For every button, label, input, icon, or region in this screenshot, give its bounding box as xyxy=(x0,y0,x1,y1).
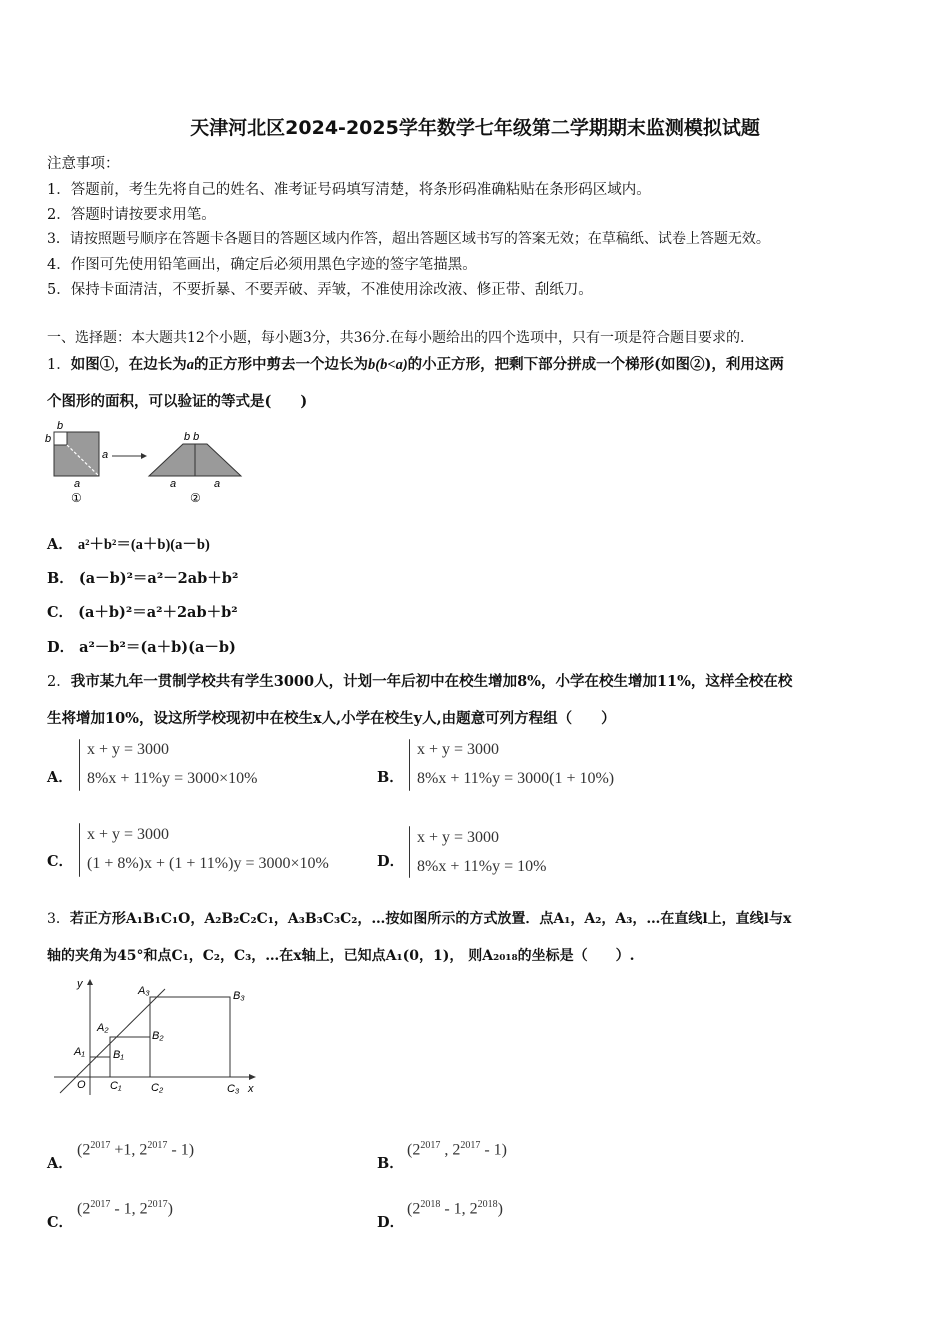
question-2-line1: 2．我市某九年一贯制学校共有学生3000人，计划一年后初中在校生增加8%，小学在校生增加11%，这样全校在校 xyxy=(47,673,793,690)
option-a[interactable]: A． a²＋b²＝(a＋b)(a－b) xyxy=(47,536,210,553)
point-label: B₃ xyxy=(233,990,245,1002)
brace xyxy=(409,826,410,878)
label-a: a xyxy=(74,478,81,490)
option-a[interactable]: A． xyxy=(47,769,73,786)
point-label: A₃ xyxy=(138,985,150,997)
brace xyxy=(79,739,80,791)
label-a: a xyxy=(214,478,221,490)
point-label: A₂ xyxy=(97,1022,109,1034)
point-label: B₁ xyxy=(113,1049,124,1061)
option-c-value: ($2^{2017} - 1$, $2^{2017}$) xyxy=(77,1199,173,1218)
equation-system-c: x + y = 3000 (1 + 8%)x + (1 + 11%)y = 3000×10% xyxy=(87,826,329,872)
option-d[interactable]: D． a²－b²＝(a＋b)(a－b) xyxy=(47,639,236,656)
label-a: a xyxy=(102,449,109,461)
section-heading: 一、选择题：本大题共12个小题，每小题3分，共36分.在每小题给出的四个选项中，只有一项是符合题目要求的. xyxy=(47,330,745,346)
option-a-value: ($2^{2017} +1$, $2^{2017} - 1$) xyxy=(77,1140,195,1159)
point-label: C₁ xyxy=(110,1080,122,1092)
point-label: C₃ xyxy=(227,1083,240,1095)
option-c[interactable]: C． xyxy=(47,1214,74,1231)
option-b[interactable]: B． xyxy=(377,769,404,786)
label-b: b xyxy=(45,433,52,445)
equation-system-b: x + y = 3000 8%x + 11%y = 3000(1 + 10%) xyxy=(417,741,615,787)
origin-label: O xyxy=(77,1079,86,1091)
question-3-line2: 轴的夹角为45°和点C₁，C₂，C₃，…在x轴上，已知点A₁(0，1)， 则A₂₀₁₈的坐标是（ ）. xyxy=(47,948,635,964)
option-a[interactable]: A． xyxy=(47,1155,73,1172)
notice-item: 4．作图可先使用铅笔画出，确定后必须用黑色字迹的签字笔描黑。 xyxy=(47,257,477,273)
brace xyxy=(79,823,80,877)
label-b: b xyxy=(57,420,64,432)
option-d-value: ($2^{2018} - 1$, $2^{2018}$) xyxy=(407,1199,503,1218)
option-d[interactable]: D． xyxy=(377,1214,405,1231)
option-b[interactable]: B． (a－b)²＝a²－2ab＋b² xyxy=(47,570,239,587)
notice-heading: 注意事项： xyxy=(47,156,120,172)
equation-system-d: x + y = 3000 8%x + 11%y = 10% xyxy=(417,829,547,875)
label-bb: b b xyxy=(184,431,200,443)
label-a: a xyxy=(170,478,177,490)
notice-item: 5．保持卡面清洁，不要折暴、不要弄破、弄皱，不准使用涂改液、修正带、刮纸刀。 xyxy=(47,282,593,298)
option-c[interactable]: C． (a＋b)²＝a²＋2ab＋b² xyxy=(47,604,238,621)
notice-item: 2．答题时请按要求用笔。 xyxy=(47,207,216,223)
question-1-line1: 1．如图①，在边长为a的正方形中剪去一个边长为b(b<a)的小正方形，把剩下部分拼成一个梯形(如图②)，利用这两 xyxy=(47,356,784,373)
option-b-value: ($2^{2017}$ , $2^{2017} - 1$) xyxy=(407,1140,507,1159)
x-axis-label: x xyxy=(248,1083,254,1095)
option-d[interactable]: D． xyxy=(377,853,405,870)
question-3-line1: 3．若正方形A₁B₁C₁O，A₂B₂C₂C₁，A₃B₃C₃C₂，…按如图所示的方式放置．点A₁，A₂，A₃，…在直线l上，直线l与x xyxy=(47,911,792,927)
question-1-line2: 个图形的面积，可以验证的等式是( ) xyxy=(47,393,308,410)
option-b[interactable]: B． xyxy=(377,1155,404,1172)
question-3-figure xyxy=(50,975,270,1100)
figure-caption: ② xyxy=(190,491,201,505)
point-label: B₂ xyxy=(152,1030,164,1042)
figure-caption: ① xyxy=(71,491,82,505)
equation-system-a: x + y = 3000 8%x + 11%y = 3000×10% xyxy=(87,741,258,787)
brace xyxy=(409,739,410,791)
option-c[interactable]: C． xyxy=(47,853,74,870)
question-1-figure xyxy=(44,418,244,508)
point-label: A₁ xyxy=(74,1046,85,1058)
y-axis-label: y xyxy=(77,978,83,990)
question-2-line2: 生将增加10%，设这所学校现初中在校生x人,小学在校生y人,由题意可列方程组（ ） xyxy=(47,710,616,727)
notice-item: 1．答题前，考生先将自己的姓名、准考证号码填写清楚，将条形码准确粘贴在条形码区域内。 xyxy=(47,182,651,198)
point-label: C₂ xyxy=(151,1082,164,1094)
notice-item: 3．请按照题号顺序在答题卡各题目的答题区域内作答，超出答题区域书写的答案无效；在草稿纸、试卷上答题无效。 xyxy=(47,231,770,247)
page-title: 天津河北区2024-2025学年数学七年级第二学期期末监测模拟试题 xyxy=(190,117,760,139)
